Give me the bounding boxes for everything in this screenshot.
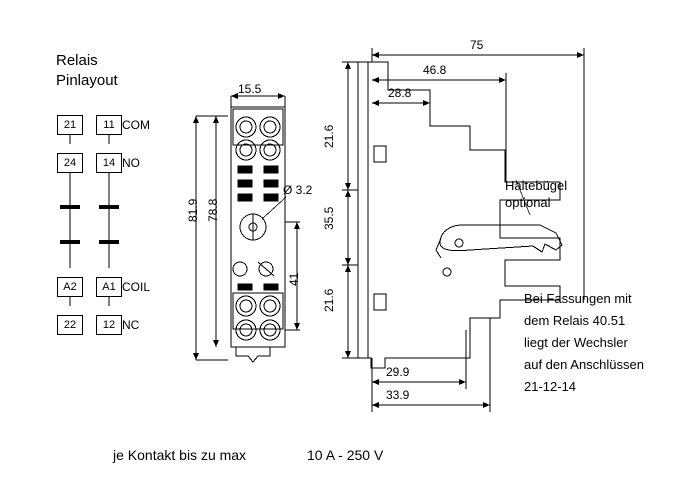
dimension-81-9: 81.9 — [186, 198, 200, 222]
dimension-15-5: 15.5 — [238, 82, 262, 96]
callout-haltebuegel-line2: optional — [505, 195, 551, 210]
pin-annotation-com: COM — [122, 118, 150, 132]
pin-label-21: 21 — [63, 119, 77, 131]
pin-label-14: 14 — [102, 157, 116, 169]
pin-box-a1 — [96, 277, 122, 297]
pin-annotation-nc: NC — [122, 318, 140, 332]
page-title-line2: Pinlayout — [56, 72, 118, 89]
front-view-body — [231, 107, 285, 362]
pin-box-11 — [96, 115, 122, 135]
dimension-21-6-bottom: 21.6 — [322, 288, 336, 312]
dimension-78-8: 78.8 — [206, 198, 220, 222]
pin-label-11: 11 — [103, 119, 115, 131]
dimension-75: 75 — [470, 38, 484, 52]
note-line-1: Bei Fassungen mit — [524, 291, 632, 306]
dimension-35-5: 35.5 — [322, 206, 336, 230]
dimension-diameter-3-2: Ø 3.2 — [283, 183, 313, 197]
footer-text-left: je Kontakt bis zu max — [113, 447, 247, 463]
pin-label-a2: A2 — [63, 281, 77, 293]
pin-box-14 — [96, 153, 122, 173]
note-line-2: dem Relais 40.51 — [524, 313, 626, 328]
dimension-33-9: 33.9 — [386, 388, 410, 402]
dimension-46-8: 46.8 — [423, 63, 447, 77]
pin-box-24 — [57, 153, 83, 173]
footer-text-right: 10 A - 250 V — [307, 447, 384, 463]
pin-label-a1: A1 — [102, 281, 116, 293]
callout-haltebuegel-line1: Haltebügel — [505, 178, 568, 193]
dimension-21-6-top: 21.6 — [322, 124, 336, 148]
pin-annotation-coil: COIL — [122, 280, 151, 294]
note-line-4: auf den Anschlüssen — [524, 357, 644, 372]
pin-label-22: 22 — [63, 319, 77, 331]
pin-label-12: 12 — [102, 319, 116, 331]
pin-box-21 — [57, 115, 83, 135]
pin-box-22 — [57, 315, 83, 335]
page-title-line1: Relais — [56, 52, 98, 69]
pin-box-12 — [96, 315, 122, 335]
pin-annotation-no: NO — [122, 156, 140, 170]
dimension-29-9: 29.9 — [386, 365, 410, 379]
dimension-41: 41 — [287, 272, 301, 286]
pin-label-24: 24 — [63, 157, 77, 169]
note-line-5: 21-12-14 — [524, 379, 577, 394]
note-line-3: liegt der Wechsler — [524, 335, 628, 350]
pin-box-a2 — [57, 277, 83, 297]
dimension-28-8: 28.8 — [388, 86, 412, 100]
